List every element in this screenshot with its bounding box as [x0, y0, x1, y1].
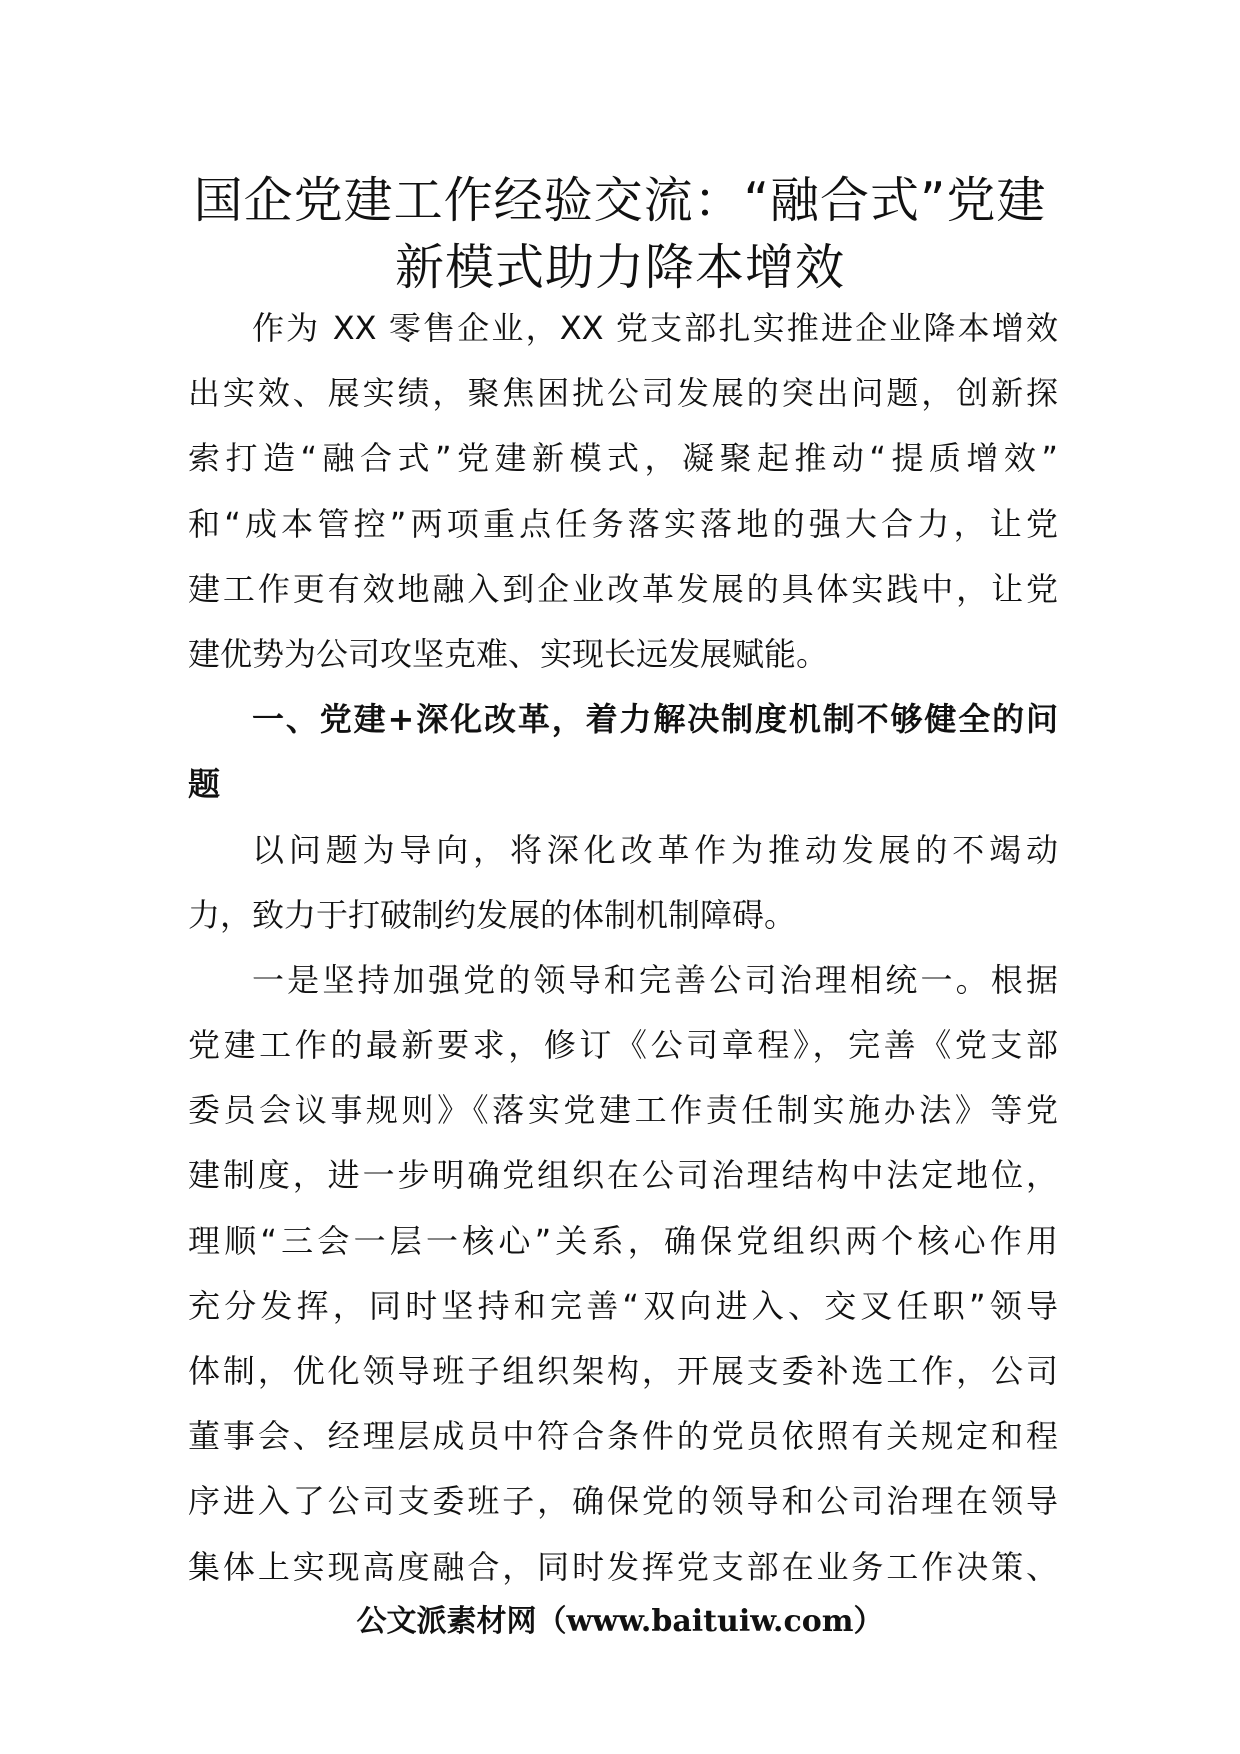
- body-text-line: 一是坚持加强党的领导和完善公司治理相统一。根据: [252, 960, 1058, 999]
- body-text-line: 充分发挥，同时坚持和完善“双向进入、交叉任职”领导: [188, 1286, 1058, 1325]
- body-text-line: 党建工作的最新要求，修订《公司章程》，完善《党支部: [188, 1026, 1058, 1065]
- document-body: [188, 296, 1058, 1600]
- document-title-line-1: 国企党建工作经验交流：“融合式”党建: [193, 172, 1047, 229]
- body-text-line: 理顺“三会一层一核心”关系，确保党组织两个核心作用: [188, 1221, 1058, 1260]
- body-text-line: 体制，优化领导班子组织架构，开展支委补选工作，公司: [188, 1352, 1058, 1390]
- body-text-line: 力，致力于打破制约发展的体制机制障碍。: [188, 895, 797, 934]
- body-text-line: 索打造“融合式”党建新模式，凝聚起推动“提质增效”: [188, 439, 1058, 478]
- body-text-line: 出实效、展实绩，聚焦困扰公司发展的突出问题，创新探: [188, 374, 1058, 413]
- document-title-line-2: 新模式助力降本增效: [394, 239, 845, 296]
- section-heading-line: 一、党建+深化改革，着力解决制度机制不够健全的问: [252, 700, 1058, 739]
- body-text-line: 集体上实现高度融合，同时发挥党支部在业务工作决策、: [188, 1547, 1058, 1586]
- body-text-line: 以问题为导向，将深化改革作为推动发展的不竭动: [252, 830, 1058, 869]
- body-text-line: 董事会、经理层成员中符合条件的党员依照有关规定和程: [188, 1417, 1058, 1456]
- body-text-line: 委员会议事规则》《落实党建工作责任制实施办法》等党: [188, 1091, 1058, 1130]
- section-heading-line: 题: [188, 765, 221, 804]
- body-text-line: 作为 XX 零售企业，XX 党支部扎实推进企业降本增效: [252, 309, 1058, 347]
- body-text-line: 建制度，进一步明确党组织在公司治理结构中法定地位，: [188, 1156, 1058, 1195]
- body-text-line: 建优势为公司攻坚克难、实现长远发展赋能。: [188, 634, 829, 673]
- body-text-line: 和“成本管控”两项重点任务落实落地的强大合力，让党: [188, 504, 1058, 543]
- footer-watermark: 公文派素材网（www.baituiw.com）: [356, 1604, 884, 1639]
- body-text-line: 序进入了公司支委班子，确保党的领导和公司治理在领导: [188, 1482, 1058, 1521]
- body-text-line: 建工作更有效地融入到企业改革发展的具体实践中，让党: [188, 569, 1058, 608]
